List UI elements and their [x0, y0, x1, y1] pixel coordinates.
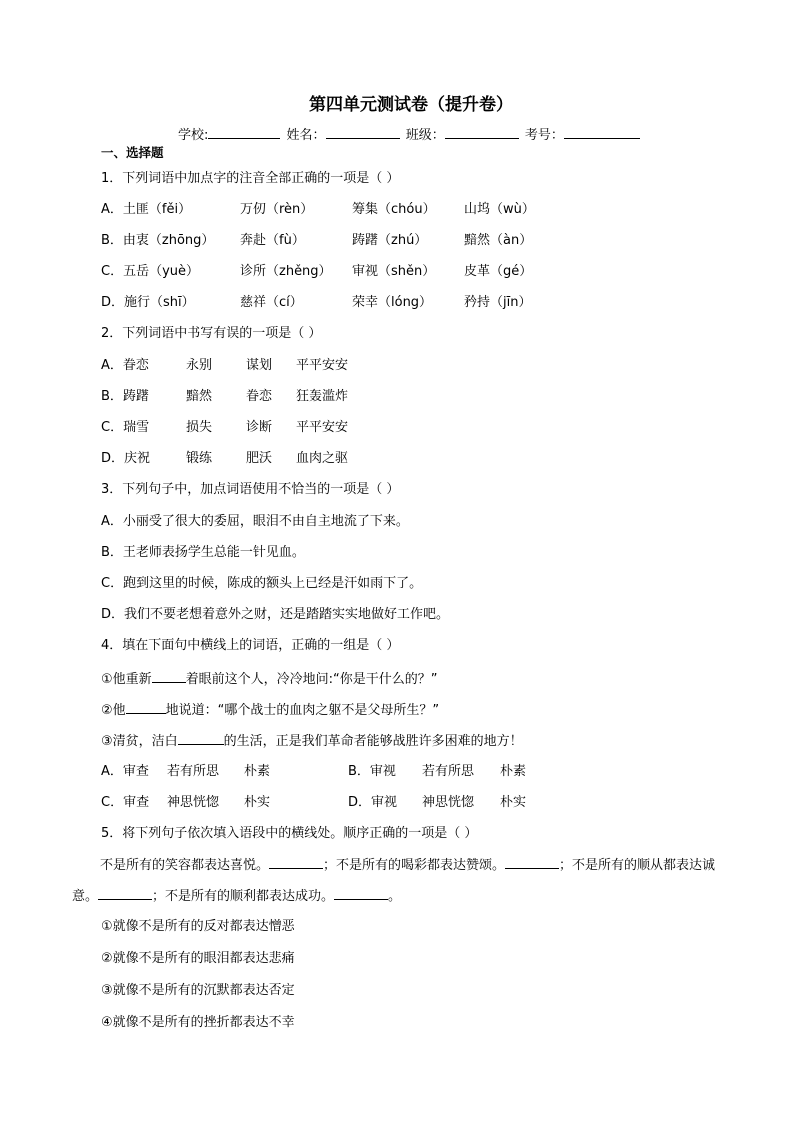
q1-b-4: 黯然（àn） — [464, 233, 533, 248]
class-blank[interactable] — [445, 126, 519, 139]
q4-d-1: D．审视 — [348, 795, 398, 810]
q4-s2-pre: ②他 — [101, 703, 126, 718]
q5-p2: ；不是所有的喝彩都表达赞颂。 — [323, 858, 506, 873]
q4-c-2: 神思恍惚 — [167, 795, 220, 810]
q4-c-1: C．审查 — [101, 795, 150, 810]
q2-b-3: 眷恋 — [246, 389, 273, 404]
q4-b-3: 朴素 — [500, 764, 527, 779]
q3-option-a: A．小丽受了很大的委屈，眼泪不由自主地流了下来。 — [101, 514, 409, 529]
name-label: 姓名： — [286, 128, 326, 143]
q4-b-1: B．审视 — [348, 764, 396, 779]
q4-d-2: 神思恍惚 — [422, 795, 475, 810]
q5-p3: ；不是所有的顺从都表达诚意。 — [72, 858, 716, 904]
q4-sentence-2 — [101, 700, 439, 720]
q1-d-4: 矜持（jīn） — [464, 295, 532, 310]
q4-s3-blank[interactable] — [178, 731, 224, 745]
q4-b-2: 若有所思 — [422, 764, 475, 779]
q1-a-2: 万仞（rèn） — [240, 202, 314, 217]
q2-b-4: 狂轰滥炸 — [296, 389, 349, 404]
q4-s3-pre: ③清贫，洁白 — [101, 734, 178, 749]
q5-p4: ；不是所有的顺利都表达成功。 — [152, 889, 335, 904]
q3-option-c: C．跑到这里的时候，陈成的额头上已经是汗如雨下了。 — [101, 576, 423, 591]
q1-c-1: C．五岳（yuè） — [101, 264, 200, 279]
q4-stem: 4．填在下面句中横线上的词语，正确的一组是（ ） — [101, 638, 400, 653]
q2-c-2: 损失 — [186, 420, 213, 435]
q1-a-3: 筹集（chóu） — [352, 202, 436, 217]
q5-item-1: ①就像不是所有的反对都表达憎恶 — [101, 919, 295, 934]
q4-s3-post: 的生活，正是我们革命者能够战胜许多困难的地方！ — [223, 734, 523, 749]
q2-d-1: D．庆祝 — [101, 451, 151, 466]
school-blank[interactable] — [208, 126, 280, 139]
q2-a-3: 谋划 — [246, 358, 273, 373]
q3-option-b: B．王老师表扬学生总能一针见血。 — [101, 545, 305, 560]
q5-blank-4[interactable] — [334, 886, 388, 900]
q4-sentence-3 — [101, 731, 523, 751]
q2-a-1: A．眷恋 — [101, 358, 149, 373]
page-title: 第四单元测试卷（提升卷） — [309, 95, 513, 115]
q4-s1-post: 着眼前这个人，冷冷地问:“你是干什么的？” — [185, 672, 438, 687]
name-blank[interactable] — [326, 126, 400, 139]
q5-p5: 。 — [388, 889, 402, 904]
q5-item-3: ③就像不是所有的沉默都表达否定 — [101, 983, 295, 998]
q5-blank-1[interactable] — [269, 855, 323, 869]
q3-option-d: D．我们不要老想着意外之财，还是踏踏实实地做好工作吧。 — [101, 607, 450, 622]
q4-sentence-1 — [101, 669, 438, 689]
q5-item-2: ②就像不是所有的眼泪都表达悲痛 — [101, 951, 295, 966]
q5-stem: 5．将下列句子依次填入语段中的横线处。顺序正确的一项是（ ） — [101, 826, 478, 841]
q1-b-1: B．由衷（zhōng） — [101, 233, 215, 248]
q4-s2-post: 地说道：“哪个战士的血肉之躯不是父母所生？” — [165, 703, 440, 718]
q4-a-3: 朴素 — [244, 764, 271, 779]
q1-c-4: 皮革（gé） — [464, 264, 533, 279]
q1-a-4: 山坞（wù） — [464, 202, 535, 217]
q5-passage — [72, 850, 732, 912]
q1-c-2: 诊所（zhěng） — [240, 264, 332, 279]
q2-d-2: 锻练 — [186, 451, 213, 466]
student-info-line — [178, 124, 642, 143]
q1-d-3: 荣幸（lóng） — [352, 295, 433, 310]
q3-stem: 3．下列句子中，加点词语使用不恰当的一项是（ ） — [101, 482, 400, 497]
q2-b-2: 黯然 — [186, 389, 213, 404]
q2-stem: 2．下列词语中书写有误的一项是（ ） — [101, 326, 322, 341]
exam-no-label: 考号： — [524, 128, 564, 143]
q1-d-2: 慈祥（cí） — [240, 295, 303, 310]
q4-s2-blank[interactable] — [126, 700, 166, 714]
q1-d-1: D．施行（shī） — [101, 295, 195, 310]
q4-d-3: 朴实 — [500, 795, 527, 810]
q4-s1-blank[interactable] — [152, 669, 186, 683]
section-heading: 一、选择题 — [101, 145, 164, 160]
q2-a-2: 永别 — [186, 358, 213, 373]
q1-b-3: 踌躇（zhú） — [352, 233, 428, 248]
q1-c-3: 审视（shěn） — [352, 264, 436, 279]
q5-item-4: ④就像不是所有的挫折都表达不幸 — [101, 1015, 295, 1030]
q5-blank-2[interactable] — [505, 855, 559, 869]
q4-c-3: 朴实 — [244, 795, 271, 810]
q4-a-1: A．审查 — [101, 764, 149, 779]
q2-c-1: C．瑞雪 — [101, 420, 150, 435]
q4-s1-pre: ①他重新 — [101, 672, 152, 687]
q1-stem: 1．下列词语中加点字的注音全部正确的一项是（ ） — [101, 171, 400, 186]
q4-a-2: 若有所思 — [167, 764, 220, 779]
class-label: 班级： — [405, 128, 445, 143]
q2-d-3: 肥沃 — [246, 451, 273, 466]
q2-c-4: 平平安安 — [296, 420, 349, 435]
q2-c-3: 诊断 — [246, 420, 273, 435]
q1-a-1: A．土匪（fěi） — [101, 202, 192, 217]
exam-no-blank[interactable] — [564, 126, 640, 139]
q1-b-2: 奔赴（fù） — [240, 233, 305, 248]
q2-a-4: 平平安安 — [296, 358, 349, 373]
q2-b-1: B．踌躇 — [101, 389, 149, 404]
q5-p1: 不是所有的笑容都表达喜悦。 — [100, 858, 270, 873]
q5-blank-3[interactable] — [98, 886, 152, 900]
school-label: 学校: — [178, 128, 209, 143]
q2-d-4: 血肉之驱 — [296, 451, 349, 466]
